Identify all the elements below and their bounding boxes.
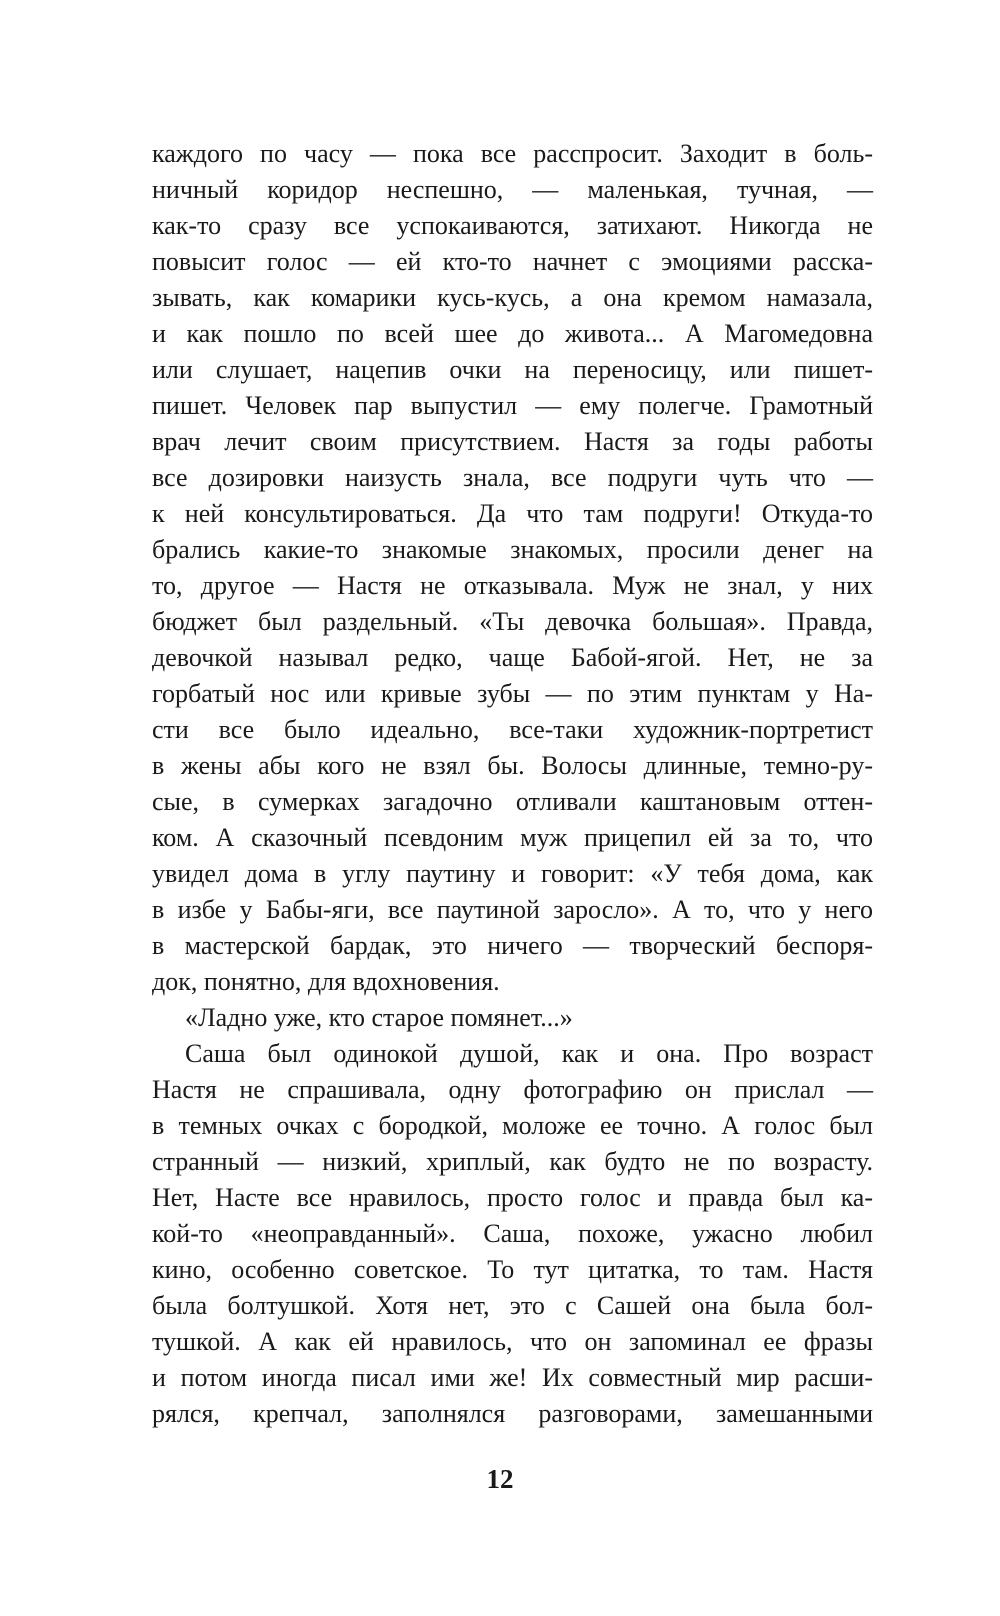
text-line: тушкой. А как ей нравилось, что он запоминал ее фразы xyxy=(152,1327,873,1356)
page-number: 12 xyxy=(486,1464,514,1494)
text-line: была болтушкой. Хотя нет, это с Сашей она была бол- xyxy=(152,1291,873,1320)
text-line: пишет. Человек пар выпустил — ему полегче. Грамотный xyxy=(152,391,873,420)
text-line: док, понятно, для вдохновения. xyxy=(152,967,500,996)
text-line: рялся, крепчал, заполнялся разговорами, замешанными xyxy=(152,1399,873,1428)
text-line: кой-то «неоправданный». Саша, похоже, ужасно любил xyxy=(152,1219,873,1248)
text-line: то, другое — Настя не отказывала. Муж не знал, у них xyxy=(152,571,873,600)
text-line: повысит голос — ей кто-то начнет с эмоциями расска- xyxy=(152,247,873,276)
text-line: горбатый нос или кривые зубы — по этим пунктам у На- xyxy=(152,679,873,708)
text-line: сые, в сумерках загадочно отливали каштановым оттен- xyxy=(152,787,873,816)
text-line: в мастерской бардак, это ничего — творческий беспоря- xyxy=(152,931,873,960)
text-line: ком. А сказочный псевдоним муж прицепил ей за то, что xyxy=(152,823,873,852)
text-line: каждого по часу — пока все расспросит. Заходит в боль- xyxy=(152,139,873,168)
text-line: в избе у Бабы-яги, все паутиной заросло». А то, что у него xyxy=(152,895,873,924)
text-line: к ней консультироваться. Да что там подруги! Откуда-то xyxy=(152,499,873,528)
text-line: брались какие-то знакомые знакомых, просили денег на xyxy=(152,535,873,564)
text-line: девочкой называл редко, чаще Бабой-ягой. Нет, не за xyxy=(152,643,873,672)
text-line: странный — низкий, хриплый, как будто не по возрасту. xyxy=(152,1147,873,1176)
text-line: ничный коридор неспешно, — маленькая, тучная, — xyxy=(152,175,873,204)
text-line: «Ладно уже, кто старое помянет...» xyxy=(185,1003,573,1032)
text-line: зывать, как комарики кусь-кусь, а она кремом намазала, xyxy=(152,283,873,312)
text-line: Настя не спрашивала, одну фотографию он прислал — xyxy=(152,1075,873,1104)
page-body-text xyxy=(152,136,873,1432)
text-line: Саша был одинокой душой, как и она. Про возраст xyxy=(185,1039,873,1068)
text-line: Нет, Насте все нравилось, просто голос и правда был ка- xyxy=(152,1183,873,1212)
text-line: или слушает, нацепив очки на переносицу, или пишет- xyxy=(152,355,873,384)
text-line: и потом иногда писал ими же! Их совместный мир расши- xyxy=(152,1363,873,1392)
text-line: как-то сразу все успокаиваются, затихают. Никогда не xyxy=(152,211,873,240)
text-line: кино, особенно советское. То тут цитатка, то там. Настя xyxy=(152,1255,873,1284)
text-line: все дозировки наизусть знала, все подруги чуть что — xyxy=(152,463,873,492)
text-line: в темных очках с бородкой, моложе ее точно. А голос был xyxy=(152,1111,873,1140)
text-line: и как пошло по всей шее до живота... А Магомедовна xyxy=(152,319,873,348)
text-line: сти все было идеально, все-таки художник-портретист xyxy=(152,715,873,744)
text-line: врач лечит своим присутствием. Настя за годы работы xyxy=(152,427,873,456)
text-line: увидел дома в углу паутину и говорит: «У тебя дома, как xyxy=(152,859,873,888)
text-line: в жены абы кого не взял бы. Волосы длинные, темно-ру- xyxy=(152,751,873,780)
text-line: бюджет был раздельный. «Ты девочка большая». Правда, xyxy=(152,607,873,636)
